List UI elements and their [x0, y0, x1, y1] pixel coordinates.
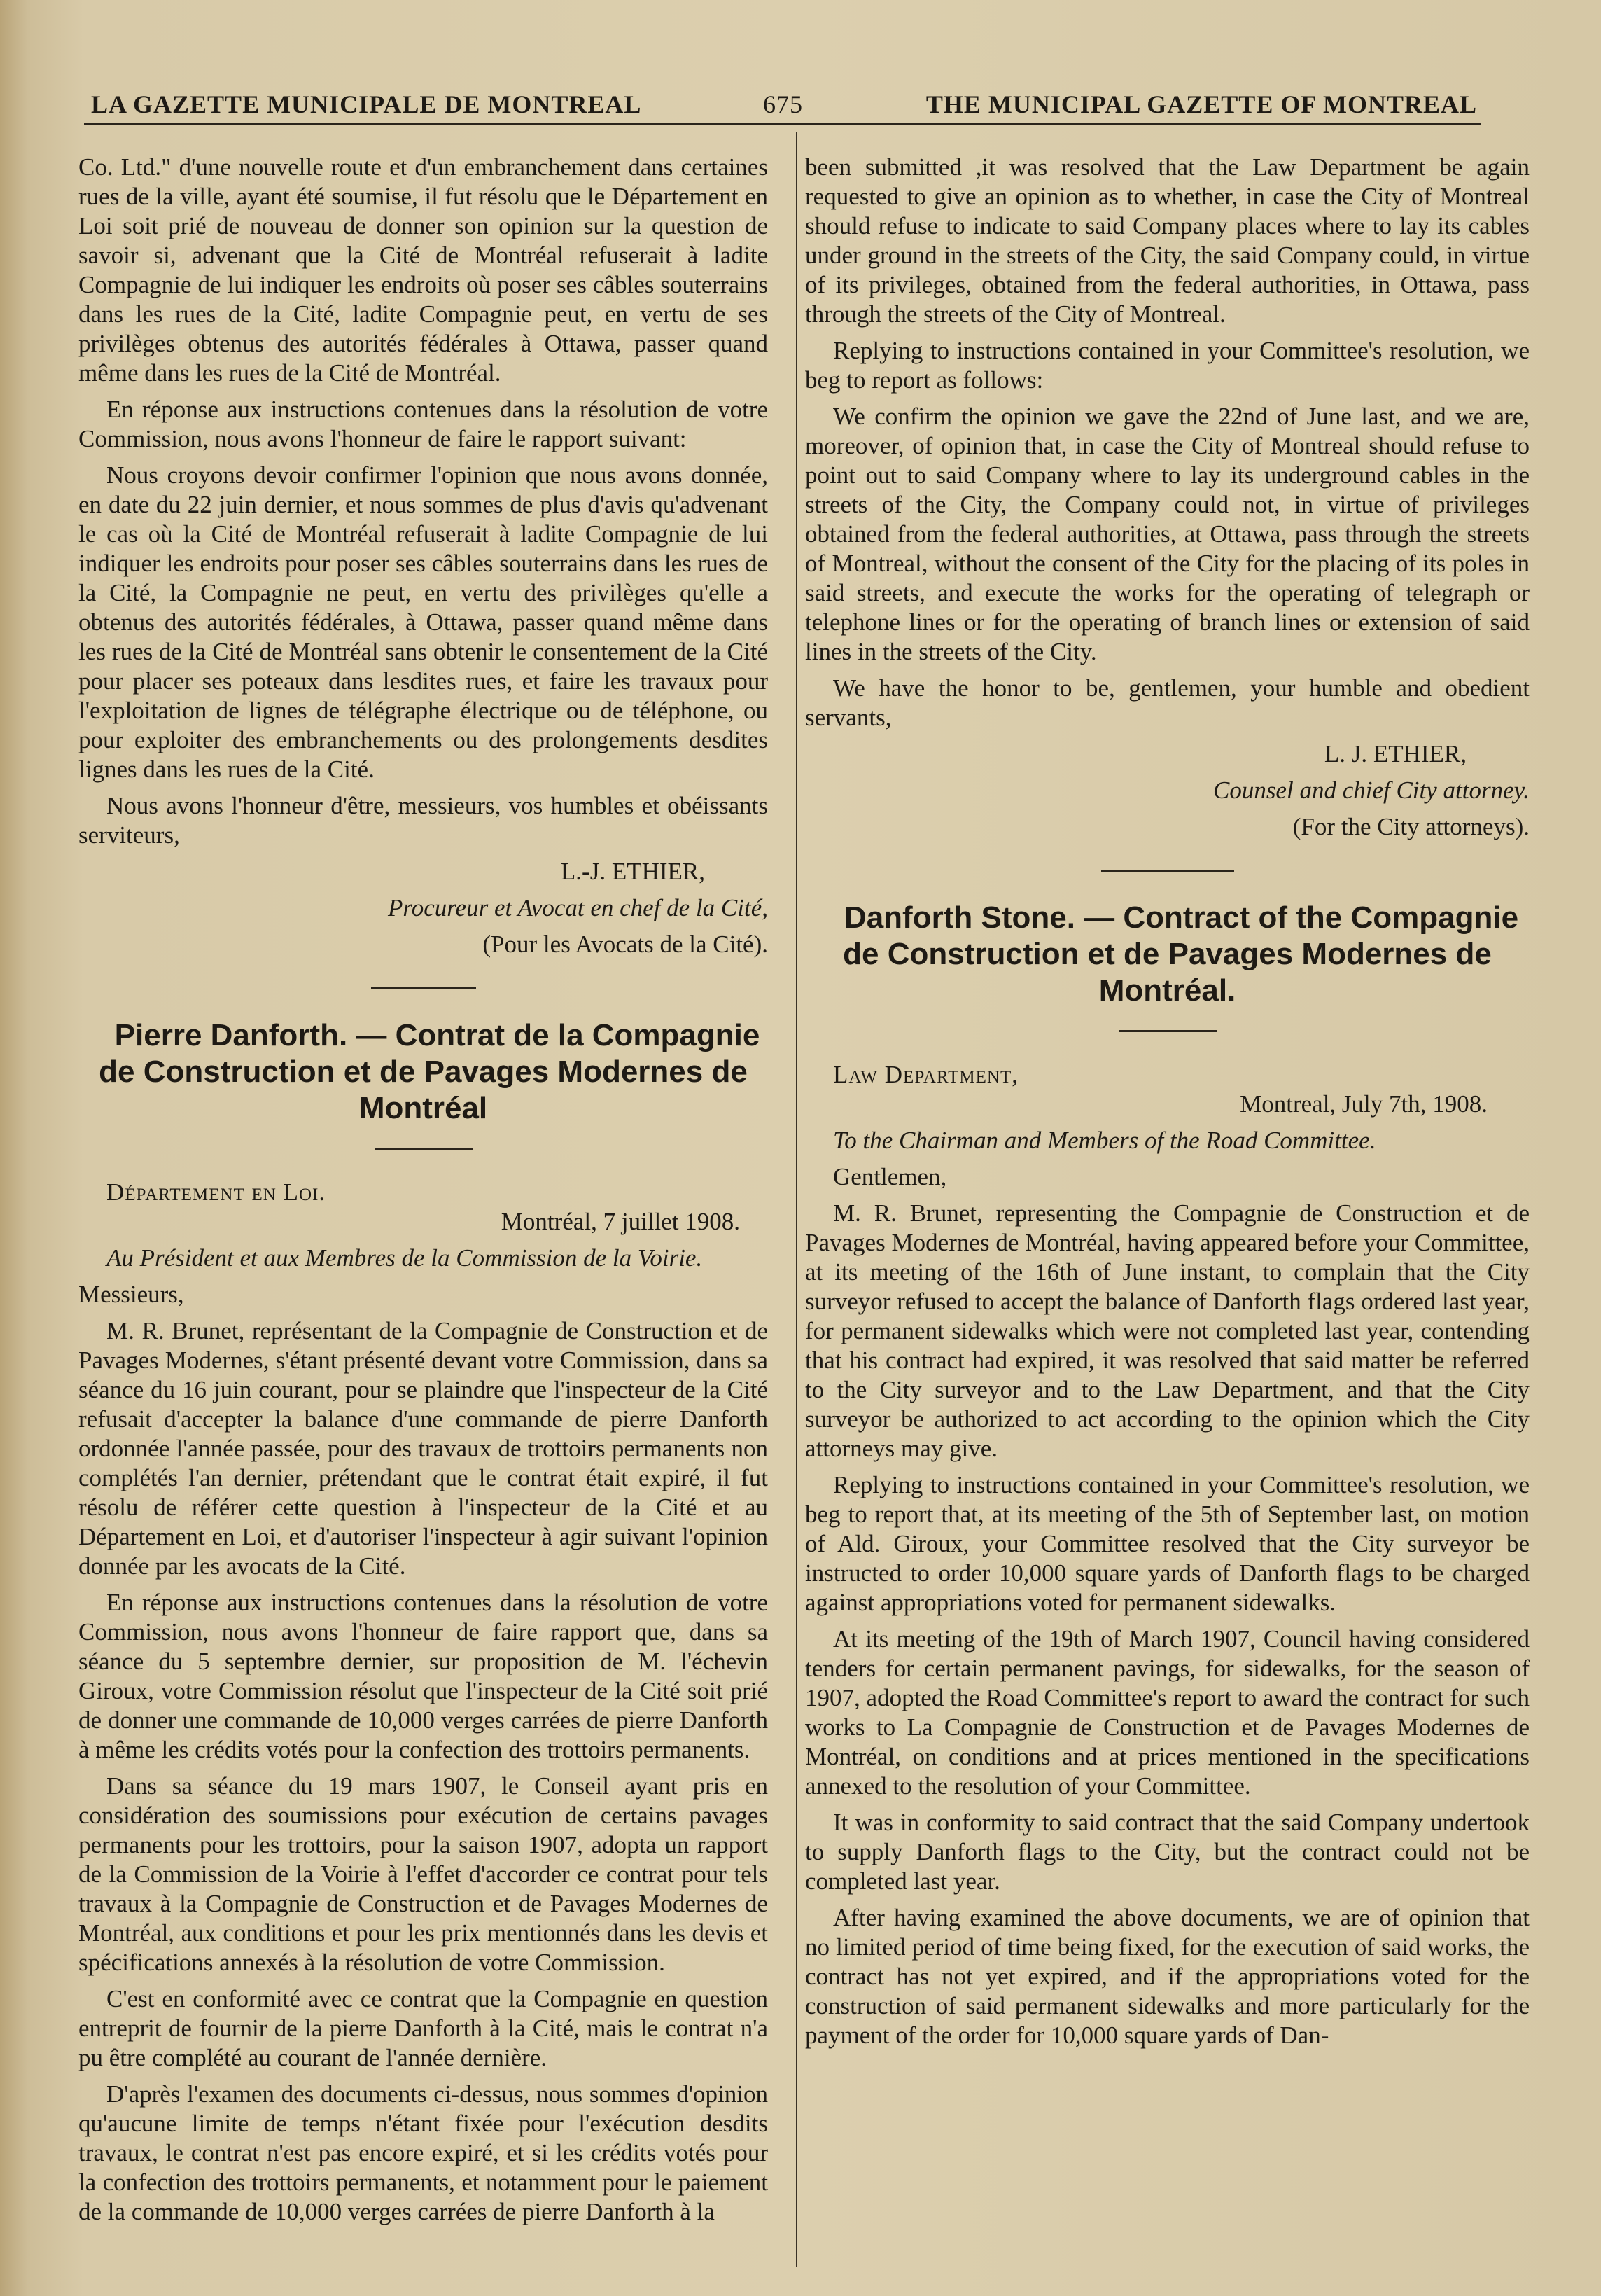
paragraph: Replying to instructions contained in your Committee's resolution, we beg to report that, at its meeting of the 5th of September last, on motion of Ald. Giroux, your Committee resolved that the City surveyor be instructed to order 10,000 square yards of Danforth flags to be charged against appropriations voted for permanent sidewalks. — [805, 1471, 1530, 1616]
paragraph: We confirm the opinion we gave the 22nd of June last, and we are, moreover, of opinion that, in case the City of Montreal should refuse to point out to said Company where to lay its underground cables in the streets of the City, the Company could not, in virtue of privileges obtained from the federal authorities, at Ottawa, pass through the streets of Montreal, without the consent of the City for the placing of its poles in said streets, and execute the works for the operating of telegraph or telephone lines or for the operating of branch lines or extension of said lines in the streets of the City. — [805, 403, 1530, 665]
title-rule — [1119, 1030, 1217, 1032]
paragraph: Nous avons l'honneur d'être, messieurs, vos humbles et obéissants serviteurs, — [78, 792, 768, 849]
paragraph: En réponse aux instructions contenues dans la résolution de votre Commission, nous avons l'honneur de faire le rapport suivant: — [78, 396, 768, 452]
signature-note: (Pour les Avocats de la Cité). — [482, 931, 768, 958]
department-line: Law Department, — [833, 1061, 1019, 1088]
address-line: To the Chairman and Members of the Road Committee. — [833, 1127, 1376, 1154]
department-line: Département en Loi. — [106, 1178, 326, 1206]
signature-title-text: Counsel and chief City attorney. — [1212, 777, 1530, 804]
article-title: Pierre Danforth. — Contrat de la Compagnie de Construction et de Pavages Modernes de Montréal — [99, 1018, 760, 1125]
paragraph: En réponse aux instructions contenues dans la résolution de votre Commission, nous avons l'honneur de faire rapport que, dans sa séance du 5 septembre dernier, sur proposition de M. l'échevin Giroux, votre Commission résolut que l'inspecteur de la Cité soit prié de donner une commande de 10,000 verges carrées de pierre Danforth à même les crédits votés pour la confection des trottoirs permanents. — [78, 1589, 768, 1763]
date-line: Montréal, 7 juillet 1908. — [501, 1208, 740, 1235]
left-column — [78, 153, 768, 2234]
paragraph: Replying to instructions contained in your Committee's resolution, we beg to report as follows: — [805, 337, 1530, 394]
salutation: Gentlemen, — [833, 1163, 947, 1190]
signature-name: L.-J. ETHIER, — [560, 858, 705, 885]
header-rule — [84, 123, 1481, 125]
header-english-title: THE MUNICIPAL GAZETTE OF MONTREAL — [925, 90, 1477, 118]
paragraph: We have the honor to be, gentlemen, your humble and obedient servants, — [805, 674, 1530, 731]
signature-title — [805, 776, 1530, 805]
column-divider — [796, 132, 797, 2267]
address-line: Au Président et aux Membres de la Commission de la Voirie. — [106, 1244, 703, 1272]
page-header — [91, 83, 1477, 125]
paragraph: M. R. Brunet, representing the Compagnie de Construction et de Pavages Modernes de Montréal, having appeared before your Committee, at its meeting of the 16th of June instant, to complain that the City surveyor refused to accept the balance of Danforth flags ordered last year, for permanent sidewalks which were not completed last year, contending that his contract had expired, it was resolved that said matter be referred to the City surveyor and to the Law Department, and that the City surveyor be authorized to act according to the opinion which the City attorneys may give. — [805, 1199, 1530, 1462]
section-rule — [1101, 870, 1234, 872]
page-number: 675 — [763, 90, 803, 118]
header-french-title: LA GAZETTE MUNICIPALE DE MONTREAL — [91, 90, 642, 118]
paragraph: M. R. Brunet, représentant de la Compagnie de Construction et de Pavages Modernes, s'étant présenté devant votre Commission, dans sa séance du 16 juin courant, pour se plaindre que l'inspecteur de la Cité refusait d'accepter la balance d'une commande de pierre Danforth ordonnée l'année passée, pour des travaux de trottoirs permanents non complétés l'an dernier, prétendant que le contrat était expiré, il fut résolu de référer cette question à l'inspecteur de la Cité et au Département en Loi, et d'autoriser l'inspecteur à agir suivant l'opinion donnée par les avocats de la Cité. — [78, 1317, 768, 1580]
article-title: Danforth Stone. — Contract of the Compagnie de Construction et de Pavages Modernes de Montréal. — [843, 900, 1519, 1008]
paragraph: It was in conformity to said contract that the said Company undertook to supply Danforth flags to the City, but the contract could not be completed last year. — [805, 1809, 1530, 1895]
date-line: Montreal, July 7th, 1908. — [1240, 1090, 1488, 1118]
paragraph: At its meeting of the 19th of March 1907, Council having considered tenders for certain permanent pavings, for sidewalks, for the season of 1907, adopted the Road Committee's report to award the contract for such works to La Compagnie de Construction et de Pavages Modernes de Montréal, on conditions and at prices mentioned in the specifications annexed to the resolution of your Committee. — [805, 1625, 1530, 1800]
signature-title — [78, 893, 768, 923]
right-column — [805, 153, 1530, 2057]
signature-title-text: Procureur et Avocat en chef de la Cité, — [388, 894, 768, 921]
signature-note: (For the City attorneys). — [1292, 813, 1530, 840]
paragraph: Co. Ltd." d'une nouvelle route et d'un embranchement dans certaines rues de la ville, ayant été soumise, il fut résolu que le Département en Loi soit prié de nouveau de donner son opinion sur la question de savoir si, advenant que la Cité de Montréal refuserait à ladite Compagnie de lui indiquer les endroits où poser ses câbles souterrains dans les rues de la Cité, ladite Compagnie peut, en vertu de ses privilèges obtenus des autorités fédérales à Ottawa, passer quand même dans les rues de la Cité de Montréal. — [78, 153, 768, 387]
title-rule — [375, 1148, 473, 1150]
paragraph: Nous croyons devoir confirmer l'opinion que nous avons donnée, en date du 22 juin dernier, et nous sommes de plus d'avis qu'advenant le cas où la Cité de Montréal refuserait à ladite Compagnie de lui indiquer les endroits pour poser ses câbles souterrains dans les rues de la Cité, la Compagnie ne peut, en vertu des privilèges qu'elle a obtenus des autorités fédérales, à Ottawa, passer quand même dans les rues de la Cité de Montréal sans obtenir le consentement de la Cité pour placer ses poteaux dans lesdites rues, et faire les travaux pour l'exploitation de lignes de télégraphe électrique ou de téléphone, ou pour exploiter des embranchements ou des prolongements desdites lignes dans les rues de la Cité. — [78, 461, 768, 783]
salutation: Messieurs, — [78, 1281, 184, 1308]
paragraph: Dans sa séance du 19 mars 1907, le Conseil ayant pris en considération des soumissions pour exécution de certains pavages permanents pour les trottoirs, pour la saison 1907, adopta un rapport de la Commission de la Voirie à l'effet d'accorder ce contrat pour tels travaux à la Compagnie de Construction et de Pavages Modernes de Montréal, aux conditions et pour les prix mentionnés dans les devis et spécifications annexés à la résolution de votre Commission. — [78, 1772, 768, 1976]
paragraph: C'est en conformité avec ce contrat que la Compagnie en question entreprit de fournir de la pierre Danforth à la Cité, mais le contrat n'a pu être complété au courant de l'année dernière. — [78, 1985, 768, 2071]
paragraph: D'après l'examen des documents ci-dessus, nous sommes d'opinion qu'aucune limite de temps n'étant fixée pour l'exécution desdits travaux, le contrat n'est pas encore expiré, et si les crédits votés pour la confection des trottoirs permanents, et notamment pour le paiement de la commande de 10,000 verges carrées de pierre Danforth à la — [78, 2080, 768, 2225]
paragraph: After having examined the above documents, we are of opinion that no limited period of time being fixed, for the execution of said works, the contract has not yet expired, and if the appropriations voted for the construction of said permanent sidewalks and more particularly for the payment of the order for 10,000 square yards of Dan- — [805, 1904, 1530, 2049]
paragraph: been submitted ,it was resolved that the Law Department be again requested to give an opinion as to whether, in case the City of Montreal should refuse to indicate to said Company places where to lay its cables under ground in the streets of the City, the said Company could, in virtue of its privileges, obtained from the federal authorities, in Ottawa, pass through the streets of the City of Montreal. — [805, 153, 1530, 328]
signature-name: L. J. ETHIER, — [1324, 740, 1467, 767]
section-rule — [371, 987, 476, 989]
